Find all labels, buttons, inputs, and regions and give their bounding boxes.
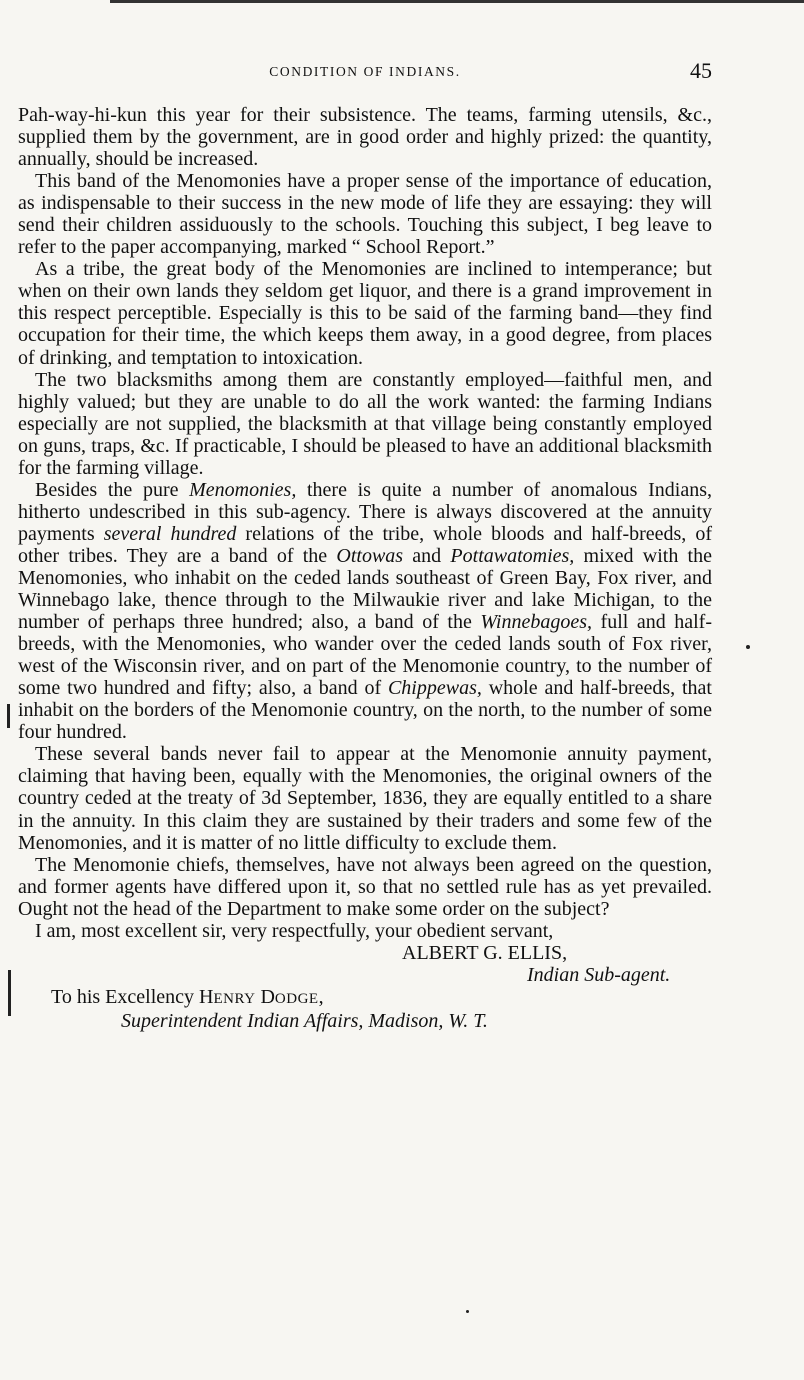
paragraph-7: The Menomonie chiefs, themselves, have not always been agreed on the question, and former agents have differed upon it, so that no settled rule has as yet prevailed. Ought not the head of the Department to make some order on the subject? [18, 853, 712, 920]
addressee-name-initial-last: D [255, 985, 275, 1008]
ink-speck [746, 645, 750, 649]
signature-title: Indian Sub-agent. [527, 963, 671, 986]
addressee-name-rest-first: ENRY [213, 990, 256, 1007]
p5-text-7: whole and half-breeds, that inhabit on the borders of the Menomonie country, on the north, to the number of some four hundred. [18, 677, 712, 744]
p5-italic-chippewas: Chippewas, [387, 677, 482, 700]
body-text [18, 104, 712, 1032]
margin-bracket-mark [7, 704, 10, 728]
paragraph-1: Pah-way-hi-kun this year for their subsistence. The teams, farming utensils, &c., supplied them by the government, are in good order and highly prized: the quantity, annually, should be increased. [18, 104, 712, 171]
p5-italic-pottawatomies: Pottawatomies, [450, 544, 575, 567]
addressee-name-initial-first: H [199, 985, 214, 1008]
running-title: CONDITION OF INDIANS. [269, 64, 461, 79]
paragraph-3: As a tribe, the great body of the Menomonies are inclined to intemperance; but when on their own lands they seldom get liquor, and there is a grand improvement in this respect perceptible. Especially is this to be said of the farming band—they find occupation for their time, the which keeps them away, in a good degree, from places of drinking, and temptation to intoxication. [18, 258, 712, 369]
closing-salutation: I am, most excellent sir, very respectfully, your obedient servant, [35, 919, 554, 942]
paragraph-6: These several bands never fail to appear at the Menomonie annuity payment, claiming that having been, equally with the Menomonies, the original owners of the country ceded at the treaty of 3d September, 1836, they are equally entitled to a share in the annuity. In this claim they are sustained by their traders and some few of the Menomonies, and it is matter of no little difficulty to exclude them. [18, 743, 712, 854]
signature-name: ALBERT G. ELLIS, [402, 941, 568, 964]
page-header [18, 58, 712, 88]
addressee-suffix: , [318, 985, 324, 1008]
page-number: 45 [690, 58, 712, 83]
p5-text-6: full and half-breeds, with the Menomonies, who wander over the ceded lands south of Fox river, west of the Wisconsin river, and on part of the Menomonie country, to the number of some two hundred and fifty; also, a band of [18, 611, 712, 700]
page-top-edge [110, 0, 804, 3]
p5-italic-winnebagoes: Winnebagoes, [480, 611, 593, 634]
p5-italic-menomonies: Menomonies, [189, 478, 297, 501]
paragraph-4: The two blacksmiths among them are constantly employed—faithful men, and highly valued; but they are unable to do all the work wanted: the farming Indians especially are not supplied, the blacksmith at that village being constantly employed on guns, traps, &c. If practicable, I should be pleased to have an additional blacksmith for the farming village. [18, 368, 712, 479]
addressee-prefix: To his Excellency [51, 985, 199, 1008]
p5-italic-several-hundred: several hundred [103, 522, 237, 545]
paragraph-2: This band of the Menomonies have a proper sense of the importance of education, as indispensable to their success in the new mode of life they are essaying: they will send their children assiduously to the schools. Touching this subject, I beg leave to refer to the paper accompanying, marked “ School Report.” [18, 170, 712, 259]
p5-text-5: mixed with the Menomonies, who inhabit on the ceded lands southeast of Green Bay, Fox river, and Winnebago lake, thence through to the Milwaukie river and lake Michigan, to the number of perhaps three hundred; also, a band of the [18, 544, 712, 634]
addressee-title: Superintendent Indian Affairs, Madison, W. T. [121, 1009, 488, 1032]
ink-speck [466, 1310, 469, 1313]
p5-text-4: and [403, 544, 451, 567]
p5-italic-ottowas: Ottowas [336, 544, 404, 567]
p5-text-3: relations of the tribe, whole bloods and half-breeds, of other tribes. They are a band of the [18, 522, 712, 567]
addressee-name-rest-last: ODGE [274, 990, 319, 1007]
addressee-line [18, 986, 712, 1010]
paragraph-5 [18, 479, 712, 744]
margin-bracket-mark [8, 970, 11, 1016]
p5-text-2: there is quite a number of anomalous Indians, hitherto undescribed in this sub-agency. There is always discovered at the annuity payments [18, 478, 712, 545]
p5-text-1: Besides the pure [35, 478, 190, 501]
